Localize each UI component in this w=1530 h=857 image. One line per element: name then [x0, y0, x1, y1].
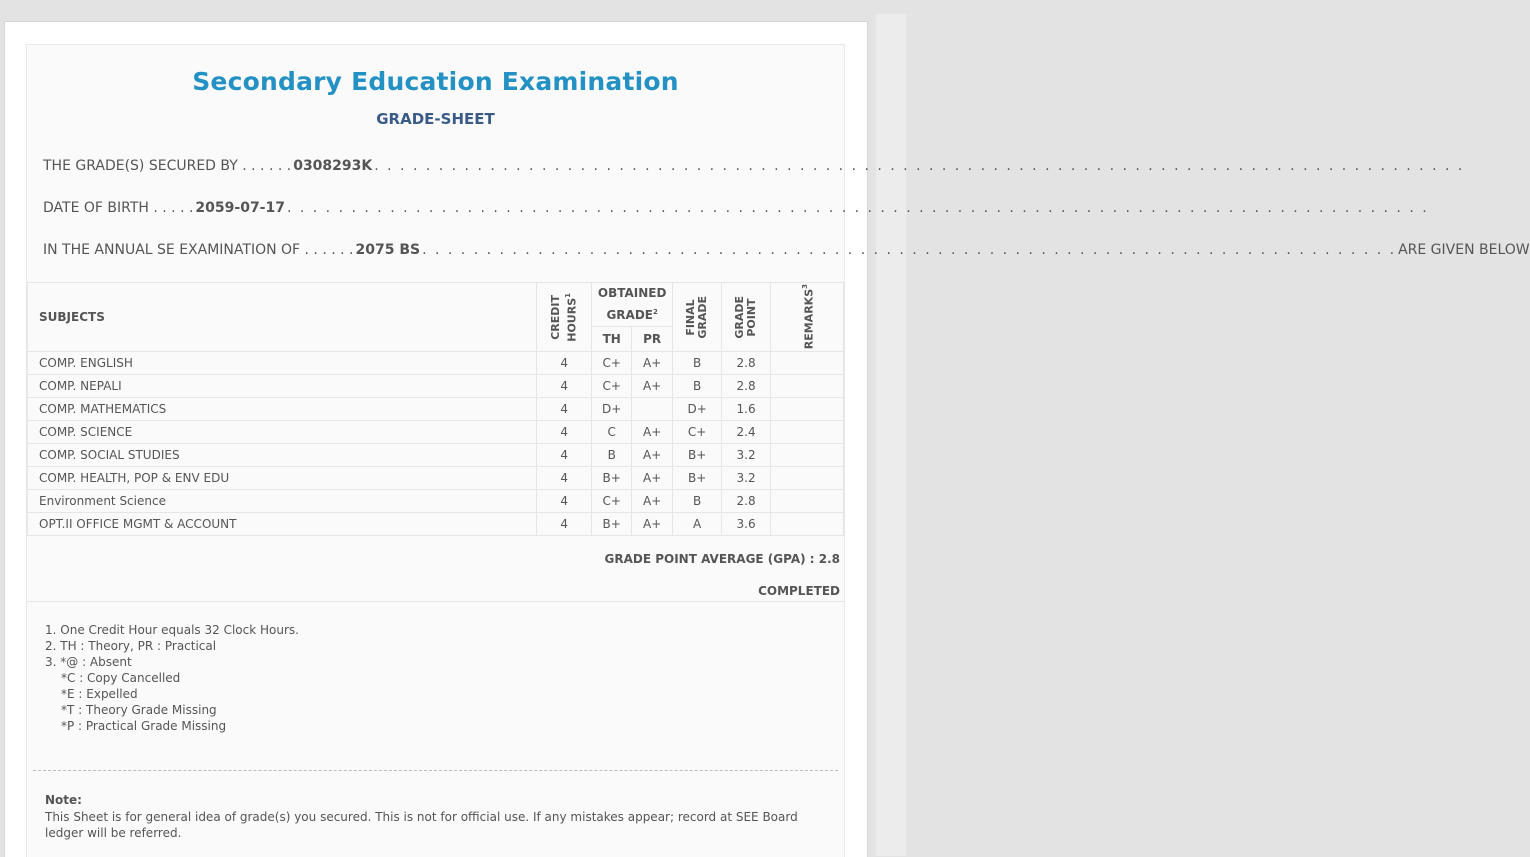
secured-by-label: THE GRADE(S) SECURED BY . . . . . .	[43, 158, 292, 174]
pr-cell: A+	[632, 490, 673, 513]
credit-cell: 4	[537, 352, 592, 375]
page-subtitle: GRADE-SHEET	[376, 110, 495, 128]
secured-by-line	[43, 158, 1465, 178]
grade-point-cell: 2.4	[722, 421, 771, 444]
subject-cell: COMP. SCIENCE	[28, 421, 537, 444]
footnote-item: *P : Practical Grade Missing	[61, 719, 227, 733]
grade-point-cell: 1.6	[722, 398, 771, 421]
table-row	[28, 421, 844, 444]
theory-header: TH	[592, 327, 632, 352]
th-cell: B+	[592, 467, 632, 490]
dot-leader: . . . . . . . . . . . . . . . . . . . . . . . . . . . . . . . . . . . . . . . . . . . . . . . . . . . . . . . . . . . . . . . . . . . . . . . . . . . . . . . . . . . . .	[374, 158, 1465, 174]
table-row	[28, 398, 844, 421]
final-grade-cell: B	[673, 375, 722, 398]
th-cell: C+	[592, 375, 632, 398]
exam-line	[43, 242, 1530, 262]
final-grade-cell: B	[673, 352, 722, 375]
grade-point-cell: 3.6	[722, 513, 771, 536]
dob-line	[43, 200, 1429, 220]
remarks-cell	[771, 421, 844, 444]
pr-cell: A+	[632, 421, 673, 444]
grade-point-cell: 2.8	[722, 375, 771, 398]
credit-cell: 4	[537, 513, 592, 536]
status-completed: COMPLETED	[758, 584, 840, 598]
final-grade-cell: A	[673, 513, 722, 536]
remarks-cell	[771, 513, 844, 536]
remarks-cell	[771, 398, 844, 421]
subjects-header: SUBJECTS	[28, 283, 537, 352]
footnote-item: 1. One Credit Hour equals 32 Clock Hours.	[45, 623, 299, 637]
remarks-cell	[771, 444, 844, 467]
scrollbar-track[interactable]	[876, 14, 906, 856]
footnote-item: *C : Copy Cancelled	[61, 671, 181, 685]
pr-cell: A+	[632, 467, 673, 490]
remarks-cell	[771, 490, 844, 513]
pr-cell: A+	[632, 513, 673, 536]
credit-cell: 4	[537, 444, 592, 467]
subject-cell: COMP. SOCIAL STUDIES	[28, 444, 537, 467]
note-heading: Note:	[45, 793, 82, 807]
credit-cell: 4	[537, 490, 592, 513]
grade-point-cell: 3.2	[722, 444, 771, 467]
practical-header: PR	[632, 327, 673, 352]
final-grade-cell: B+	[673, 444, 722, 467]
subject-cell: Environment Science	[28, 490, 537, 513]
exam-label: IN THE ANNUAL SE EXAMINATION OF . . . . . .	[43, 242, 354, 258]
subject-cell: COMP. HEALTH, POP & ENV EDU	[28, 467, 537, 490]
footnote-item: *T : Theory Grade Missing	[61, 703, 217, 717]
table-row	[28, 444, 844, 467]
subject-cell: COMP. ENGLISH	[28, 352, 537, 375]
grade-point-cell: 2.8	[722, 352, 771, 375]
th-cell: B	[592, 444, 632, 467]
credit-cell: 4	[537, 467, 592, 490]
final-grade-cell: D+	[673, 398, 722, 421]
exam-year: 2075 BS	[355, 242, 421, 258]
footnote-item: 3. *@ : Absent	[45, 655, 132, 669]
grade-point-header: GRADE POINT	[722, 283, 771, 352]
gpa-summary: GRADE POINT AVERAGE (GPA) : 2.8	[604, 552, 840, 566]
remarks-header: REMARKS$^3$	[771, 283, 844, 352]
remarks-cell	[771, 352, 844, 375]
table-row	[28, 375, 844, 398]
symbol-number: 0308293K	[293, 158, 373, 174]
final-grade-cell: B	[673, 490, 722, 513]
table-row	[28, 352, 844, 375]
subject-cell: COMP. MATHEMATICS	[28, 398, 537, 421]
table-row	[28, 513, 844, 536]
credit-hours-header: CREDIT HOURS$^1$	[537, 283, 592, 352]
dashed-divider	[33, 770, 838, 771]
dob-label: DATE OF BIRTH . . . . .	[43, 200, 194, 216]
footnotes	[45, 622, 299, 734]
subject-cell: COMP. NEPALI	[28, 375, 537, 398]
pr-cell: A+	[632, 352, 673, 375]
table-row	[28, 467, 844, 490]
remarks-cell	[771, 467, 844, 490]
footnote-item: 2. TH : Theory, PR : Practical	[45, 639, 217, 653]
grade-point-cell: 2.8	[722, 490, 771, 513]
final-grade-header: FINAL GRADE	[673, 283, 722, 352]
pr-cell: A+	[632, 444, 673, 467]
note-text: This Sheet is for general idea of grade(s) you secured. This is not for official use. If any mistakes appear; record at SEE Board ledger will be referred.	[45, 810, 798, 840]
dot-leader: . . . . . . . . . . . . . . . . . . . . . . . . . . . . . . . . . . . . . . . . . . . . . . . . . . . . . . . . . . . . . . . . . . . . . . . . . . . . . . . . . . . . . . . . .	[286, 200, 1429, 216]
dot-leader: . . . . . . . . . . . . . . . . . . . . . . . . . . . . . . . . . . . . . . . . . . . . . . . . . . . . . . . . . . . . . . . . . . . . . . . . . . . .	[422, 242, 1397, 258]
obtained-grade-header: OBTAINED GRADE$^2$	[592, 283, 673, 327]
table-row	[28, 490, 844, 513]
credit-cell: 4	[537, 375, 592, 398]
footnote-item: *E : Expelled	[61, 687, 138, 701]
pr-cell	[632, 398, 673, 421]
grades-table	[27, 282, 844, 536]
divider	[27, 601, 844, 602]
credit-cell: 4	[537, 398, 592, 421]
th-cell: D+	[592, 398, 632, 421]
final-grade-cell: C+	[673, 421, 722, 444]
th-cell: C	[592, 421, 632, 444]
final-grade-cell: B+	[673, 467, 722, 490]
grade-point-cell: 3.2	[722, 467, 771, 490]
th-cell: C+	[592, 490, 632, 513]
th-cell: B+	[592, 513, 632, 536]
remarks-cell	[771, 375, 844, 398]
credit-cell: 4	[537, 421, 592, 444]
subject-cell: OPT.II OFFICE MGMT & ACCOUNT	[28, 513, 537, 536]
date-of-birth: 2059-07-17	[195, 200, 285, 216]
grade-sheet	[26, 44, 1530, 857]
th-cell: C+	[592, 352, 632, 375]
page-title: Secondary Education Examination	[192, 67, 679, 96]
exam-tail: ARE GIVEN BELOW	[1398, 242, 1530, 258]
pr-cell: A+	[632, 375, 673, 398]
